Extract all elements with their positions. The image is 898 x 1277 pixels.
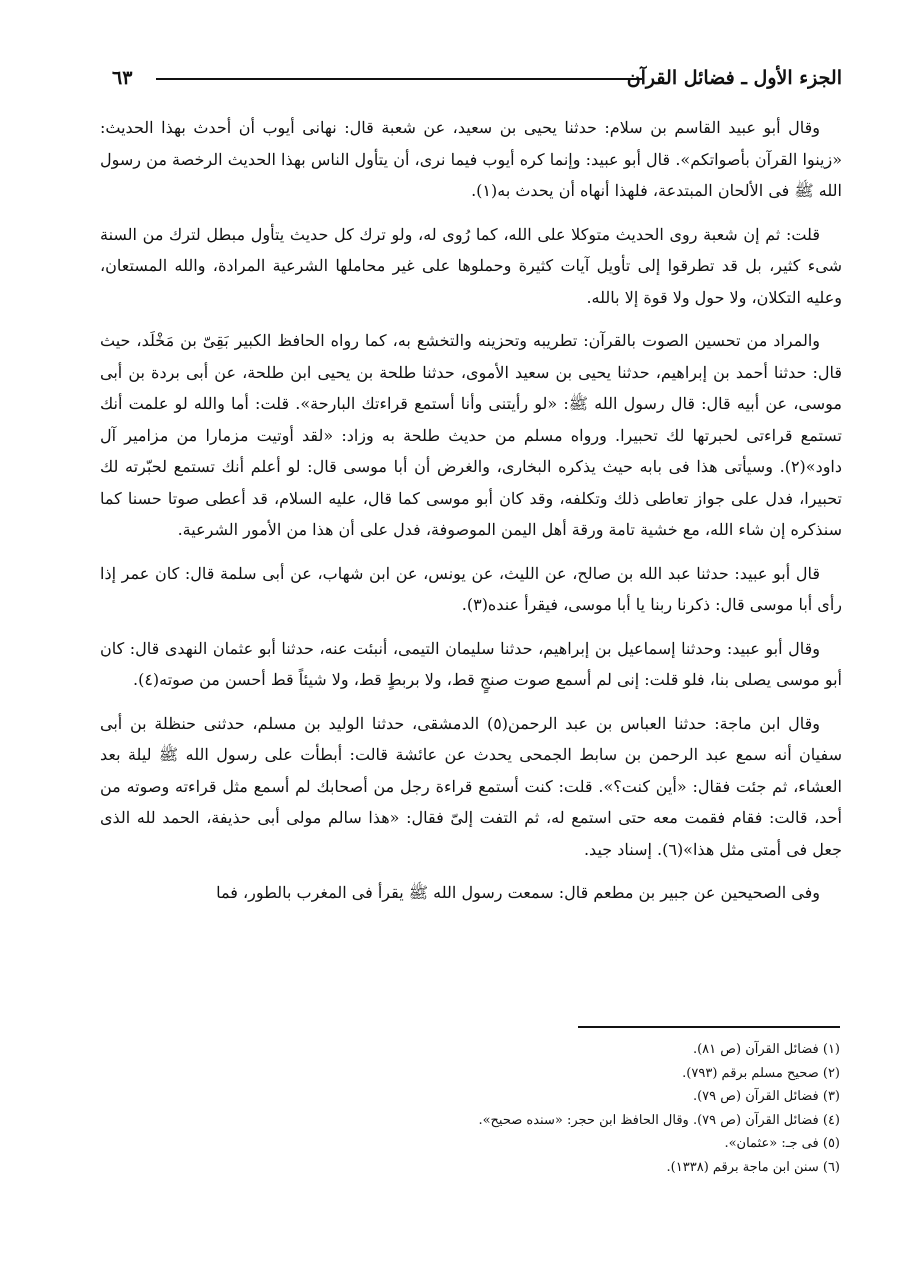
running-title: الجزء الأول ـ فضائل القرآن xyxy=(626,67,842,89)
page-number: ٦٣ xyxy=(112,67,133,89)
footnote: (٢) صحيح مسلم برقم (٧٩٣). xyxy=(682,1065,840,1081)
footnote: (٦) سنن ابن ماجة برقم (١٣٣٨). xyxy=(666,1159,840,1175)
footnote-separator xyxy=(578,1026,840,1028)
footnotes xyxy=(320,1038,840,1179)
footnote: (٥) فى جـ: «عثمان». xyxy=(724,1136,840,1151)
paragraph: قلت: ثم إن شعبة روى الحديث متوكلا على الله، كما رُوى له، ولو ترك كل حديث يتأول مبطل لترك من السنة شىء كثير، بل قد تطرقوا إلى تأويل آيات كثيرة وحملوها على غير محاملها الشرعية المرادة، والله المستعان، وعليه التكلان، ولا حول ولا قوة إلا بالله. xyxy=(100,224,842,307)
header-rule xyxy=(156,78,642,80)
page-header xyxy=(112,64,842,104)
paragraph: وقال أبو عبيد: وحدثنا إسماعيل بن إبراهيم، حدثنا سليمان التيمى، أنبئت عنه، حدثنا أبو عثمان النهدى قال: كان أبو موسى يصلى بنا، فلو قلت: إنى لم أسمع صوت صنجٍ قط، ولا بربطٍ قط، ولا شيئاً قط أحسن من صوته(٤). xyxy=(100,638,842,689)
paragraph: وقال أبو عبيد القاسم بن سلام: حدثنا يحيى بن سعيد، عن شعبة قال: نهانى أيوب أن أحدث بهذا الحديث: «زينوا القرآن بأصواتكم». قال أبو عبيد: وإنما كره أيوب فيما نرى، أن يتأول الناس بهذا الحديث الرخصة من رسول الله ﷺ فى الألحان المبتدعة، فلهذا أنهاه أن يحدث به(١). xyxy=(100,118,842,200)
paragraph: والمراد من تحسين الصوت بالقرآن: تطريبه وتحزينه والتخشع به، كما رواه الحافظ الكبير بَقِىّ بن مَخْلَد، حيث قال: حدثنا أحمد بن إبراهيم، حدثنا يحيى بن سعيد الأموى، حدثنا طلحة بن يحيى ابن طلحة، عن أبى بردة بن أبى موسى، عن أبيه قال: قال رسول الله ﷺ: «لو رأيتنى وأنا أستمع قراءتك البارحة». قلت: أما والله لو علمت أنك تستمع قراءتى لحبرتها لك تحبيرا. ورواه مسلم من حديث طلحة به وزاد: «لقد أوتيت مزمارا من مزامير آل داود»(٢). وسيأتى هذا فى بابه حيث يذكره البخارى، والغرض أن أبا موسى قال: لو أعلم أنك تستمع لحبّرته لك تحبيرا، فدل على جواز تعاطى ذلك وتكلفه، وقد كان أبو موسى كما قال، عليه السلام، قد أعطى صوتا حسنا كما سنذكره إن شاء الله، مع خشية تامة ورقة أهل اليمن الموصوفة، فدل على أن هذا من الأمور الشرعية. xyxy=(100,331,843,539)
paragraph: وفى الصحيحين عن جبير بن مطعم قال: سمعت رسول الله ﷺ يقرأ فى المغرب بالطور، فما xyxy=(216,883,820,902)
main-text xyxy=(100,112,842,921)
paragraph: وقال ابن ماجة: حدثنا العباس بن عبد الرحمن(٥) الدمشقى، حدثنا الوليد بن مسلم، حدثنى حنظلة بن أبى سفيان أنه سمع عبد الرحمن بن سابط الجمحى يحدث عن عائشة قالت: أبطأت على رسول الله ﷺ ليلة بعد العشاء، ثم جئت فقال: «أين كنت؟». قلت: كنت أستمع قراءة رجل من أصحابك لم أسمع مثل قراءته وصوته من أحد، قالت: فقام فقمت معه حتى استمع له، ثم التفت إلىّ فقال: «هذا سالم مولى أبى حذيفة، الحمد لله الذى جعل فى أمتى مثل هذا»(٦). إسناد جيد. xyxy=(100,713,842,859)
footnote: (٤) فضائل القرآن (ص ٧٩). وقال الحافظ ابن حجر: «سنده صحيح». xyxy=(478,1112,840,1128)
paragraph: قال أبو عبيد: حدثنا عبد الله بن صالح، عن الليث، عن يونس، عن ابن شهاب، عن أبى سلمة قال: كان عمر إذا رأى أبا موسى قال: ذكرنا ربنا يا أبا موسى، فيقرأ عنده(٣). xyxy=(100,563,842,614)
footnote: (١) فضائل القرآن (ص ٨١). xyxy=(692,1042,840,1057)
footnote: (٣) فضائل القرآن (ص ٧٩). xyxy=(692,1089,840,1104)
